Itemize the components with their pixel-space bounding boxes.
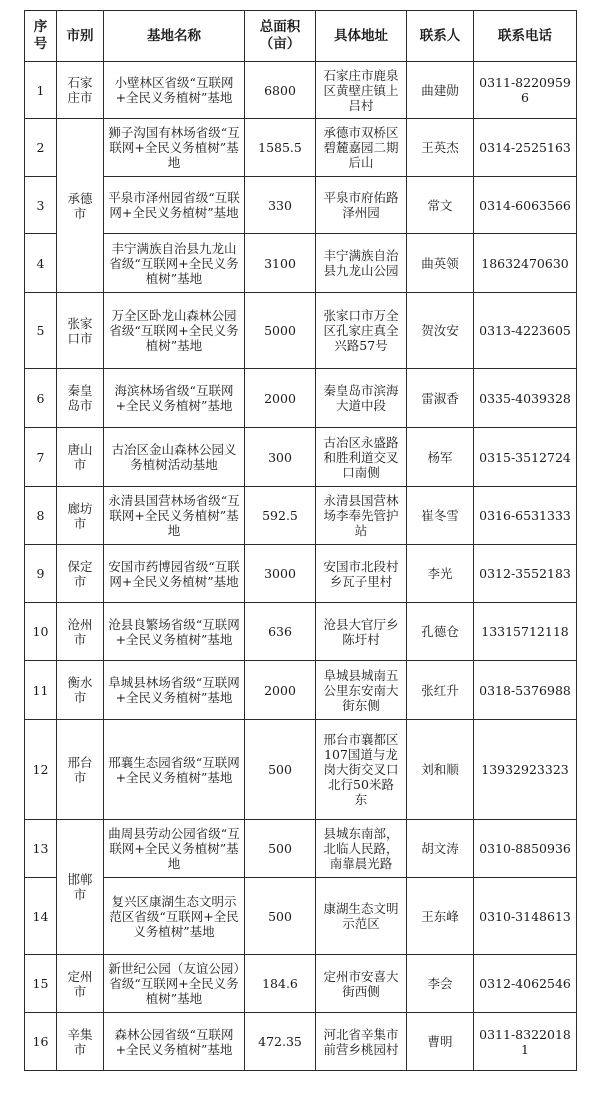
cell-city: 保定市 (57, 545, 104, 603)
cell-city: 辛集市 (57, 1013, 104, 1071)
cell-name: 海滨林场省级“互联网+全民义务植树”基地 (104, 369, 245, 428)
cell-contact: 曲英领 (407, 234, 474, 293)
cell-contact: 雷淑香 (407, 369, 474, 428)
table-row (25, 487, 577, 545)
cell-address: 河北省辛集市前营乡桃园村 (316, 1013, 407, 1071)
cell-contact: 刘和顺 (407, 720, 474, 820)
cell-no: 7 (25, 428, 57, 487)
cell-area: 1585.5 (245, 119, 316, 177)
table-row (25, 119, 577, 177)
table-row (25, 293, 577, 369)
cell-no: 3 (25, 177, 57, 234)
cell-name: 小壁林区省级“互联网+全民义务植树”基地 (104, 62, 245, 119)
cell-area: 592.5 (245, 487, 316, 545)
table-row (25, 1013, 577, 1071)
cell-phone: 0311-83220181 (474, 1013, 577, 1071)
cell-area: 3100 (245, 234, 316, 293)
cell-contact: 曹明 (407, 1013, 474, 1071)
cell-name: 阜城县林场省级“互联网+全民义务植树”基地 (104, 661, 245, 720)
cell-contact: 孔德仓 (407, 603, 474, 661)
header-phone: 联系电话 (474, 11, 577, 62)
cell-contact: 胡文涛 (407, 820, 474, 878)
cell-address: 阜城县城南五公里东安南大街东侧 (316, 661, 407, 720)
cell-no: 4 (25, 234, 57, 293)
cell-no: 16 (25, 1013, 57, 1071)
cell-phone: 0310-8850936 (474, 820, 577, 878)
cell-address: 石家庄市鹿泉区黄壁庄镇上吕村 (316, 62, 407, 119)
cell-city: 廊坊市 (57, 487, 104, 545)
header-address: 具体地址 (316, 11, 407, 62)
cell-area: 472.35 (245, 1013, 316, 1071)
cell-address: 康湖生态文明示范区 (316, 878, 407, 955)
cell-no: 10 (25, 603, 57, 661)
cell-phone: 18632470630 (474, 234, 577, 293)
cell-city: 唐山市 (57, 428, 104, 487)
header-name: 基地名称 (104, 11, 245, 62)
cell-no: 5 (25, 293, 57, 369)
cell-no: 12 (25, 720, 57, 820)
table-row (25, 234, 577, 293)
cell-name: 永清县国营林场省级“互联网+全民义务植树”基地 (104, 487, 245, 545)
table-row (25, 62, 577, 119)
cell-area: 500 (245, 720, 316, 820)
cell-city: 沧州市 (57, 603, 104, 661)
table-row (25, 177, 577, 234)
cell-name: 丰宁满族自治县九龙山省级“互联网+全民义务植树”基地 (104, 234, 245, 293)
cell-no: 8 (25, 487, 57, 545)
cell-no: 1 (25, 62, 57, 119)
cell-phone: 0312-4062546 (474, 955, 577, 1013)
header-row (25, 11, 577, 62)
cell-name: 新世纪公园（友谊公园）省级“互联网+全民义务植树”基地 (104, 955, 245, 1013)
cell-address: 邢台市襄都区107国道与龙岗大街交叉口北行50米路东 (316, 720, 407, 820)
cell-no: 11 (25, 661, 57, 720)
cell-phone: 0313-4223605 (474, 293, 577, 369)
planting-base-table (24, 10, 577, 1071)
cell-city: 承德市 (57, 119, 104, 293)
cell-contact: 贺汝安 (407, 293, 474, 369)
cell-city: 邢台市 (57, 720, 104, 820)
cell-phone: 0314-2525163 (474, 119, 577, 177)
cell-address: 沧县大官厅乡陈圩村 (316, 603, 407, 661)
cell-address: 定州市安喜大街西侧 (316, 955, 407, 1013)
cell-no: 14 (25, 878, 57, 955)
table-row (25, 428, 577, 487)
cell-phone: 13315712118 (474, 603, 577, 661)
cell-address: 承德市双桥区碧麓嘉园二期后山 (316, 119, 407, 177)
cell-contact: 张红升 (407, 661, 474, 720)
cell-address: 古冶区永盛路和胜利道交叉口南侧 (316, 428, 407, 487)
table-row (25, 661, 577, 720)
cell-no: 13 (25, 820, 57, 878)
header-no: 序号 (25, 11, 57, 62)
cell-contact: 李光 (407, 545, 474, 603)
table-row (25, 820, 577, 878)
table-row (25, 955, 577, 1013)
cell-phone: 0314-6063566 (474, 177, 577, 234)
cell-area: 2000 (245, 661, 316, 720)
cell-name: 邢襄生态园省级“互联网+全民义务植树”基地 (104, 720, 245, 820)
cell-address: 秦皇岛市滨海大道中段 (316, 369, 407, 428)
header-contact: 联系人 (407, 11, 474, 62)
cell-phone: 0311-82209596 (474, 62, 577, 119)
cell-name: 沧县良繁场省级“互联网+全民义务植树”基地 (104, 603, 245, 661)
cell-area: 2000 (245, 369, 316, 428)
cell-name: 狮子沟国有林场省级“互联网+全民义务植树”基地 (104, 119, 245, 177)
cell-area: 636 (245, 603, 316, 661)
cell-name: 平泉市泽州园省级“互联网+全民义务植树”基地 (104, 177, 245, 234)
cell-contact: 王东峰 (407, 878, 474, 955)
cell-city: 石家庄市 (57, 62, 104, 119)
cell-address: 永清县国营林场李奉先管护站 (316, 487, 407, 545)
cell-area: 6800 (245, 62, 316, 119)
cell-area: 330 (245, 177, 316, 234)
cell-phone: 0335-4039328 (474, 369, 577, 428)
cell-name: 古冶区金山森林公园义务植树活动基地 (104, 428, 245, 487)
cell-city: 邯郸市 (57, 820, 104, 955)
cell-city: 衡水市 (57, 661, 104, 720)
header-area: 总面积（亩） (245, 11, 316, 62)
header-city: 市别 (57, 11, 104, 62)
cell-address: 张家口市万全区孔家庄真全兴路57号 (316, 293, 407, 369)
cell-phone: 0315-3512724 (474, 428, 577, 487)
cell-area: 500 (245, 820, 316, 878)
cell-no: 15 (25, 955, 57, 1013)
cell-area: 300 (245, 428, 316, 487)
table-wrapper (24, 10, 577, 1071)
cell-name: 森林公园省级“互联网+全民义务植树”基地 (104, 1013, 245, 1071)
cell-area: 5000 (245, 293, 316, 369)
table-row (25, 369, 577, 428)
cell-city: 张家口市 (57, 293, 104, 369)
cell-contact: 崔冬雪 (407, 487, 474, 545)
cell-address: 平泉市府佑路泽州园 (316, 177, 407, 234)
cell-contact: 李会 (407, 955, 474, 1013)
cell-address: 丰宁满族自治县九龙山公园 (316, 234, 407, 293)
cell-area: 184.6 (245, 955, 316, 1013)
table-row (25, 720, 577, 820)
cell-city: 秦皇岛市 (57, 369, 104, 428)
cell-contact: 曲建勋 (407, 62, 474, 119)
cell-no: 2 (25, 119, 57, 177)
cell-name: 安国市药博园省级“互联网+全民义务植树”基地 (104, 545, 245, 603)
cell-phone: 13932923323 (474, 720, 577, 820)
cell-phone: 0312-3552183 (474, 545, 577, 603)
cell-name: 复兴区康湖生态文明示范区省级“互联网+全民义务植树”基地 (104, 878, 245, 955)
table-row (25, 878, 577, 955)
cell-address: 县城东南部，北临人民路，南靠晨光路 (316, 820, 407, 878)
cell-phone: 0318-5376988 (474, 661, 577, 720)
table-row (25, 545, 577, 603)
cell-phone: 0310-3148613 (474, 878, 577, 955)
cell-contact: 王英杰 (407, 119, 474, 177)
cell-area: 500 (245, 878, 316, 955)
cell-city: 定州市 (57, 955, 104, 1013)
cell-no: 6 (25, 369, 57, 428)
cell-contact: 常文 (407, 177, 474, 234)
cell-no: 9 (25, 545, 57, 603)
cell-address: 安国市北段村乡瓦子里村 (316, 545, 407, 603)
cell-area: 3000 (245, 545, 316, 603)
table-row (25, 603, 577, 661)
cell-contact: 杨军 (407, 428, 474, 487)
cell-name: 曲周县劳动公园省级“互联网+全民义务植树”基地 (104, 820, 245, 878)
cell-phone: 0316-6531333 (474, 487, 577, 545)
cell-name: 万全区卧龙山森林公园省级“互联网+全民义务植树”基地 (104, 293, 245, 369)
